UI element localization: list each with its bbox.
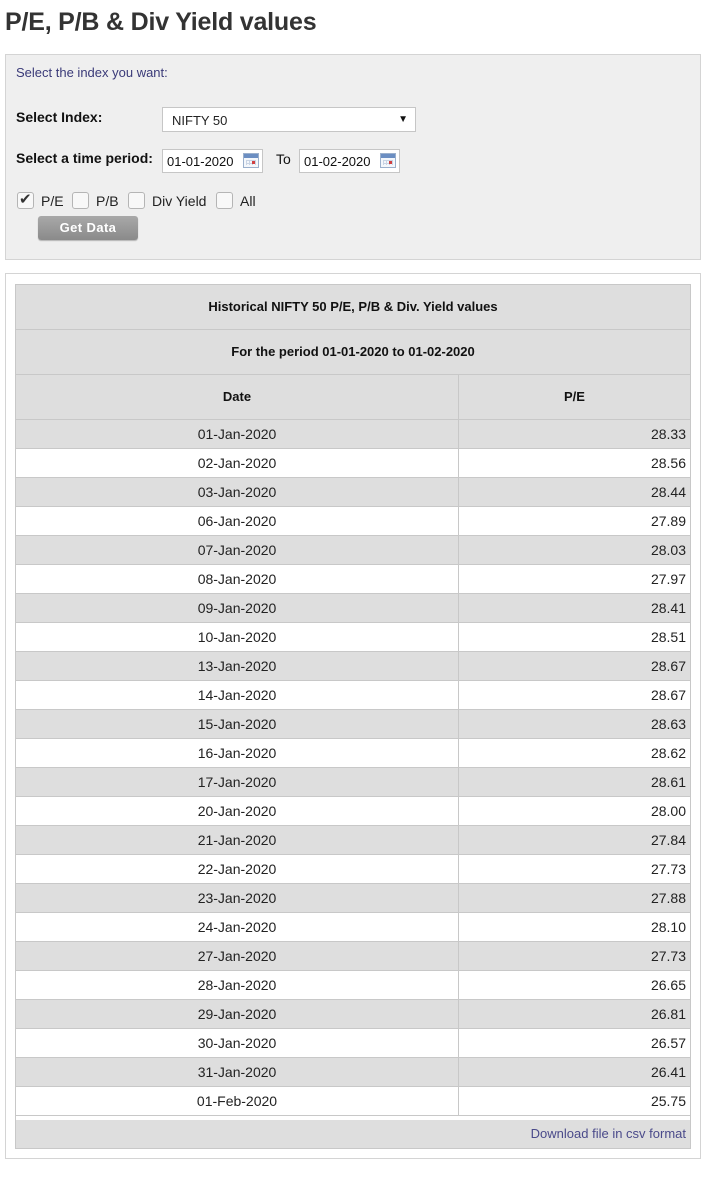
pe-cell: 25.75 — [650, 1093, 686, 1109]
all-checkbox-label[interactable]: All — [240, 193, 256, 209]
table-row — [16, 1087, 690, 1116]
div-yield-checkbox[interactable] — [128, 192, 145, 209]
date-cell: 16-Jan-2020 — [16, 739, 459, 767]
pe-cell: 27.84 — [650, 832, 686, 848]
pe-cell: 28.62 — [650, 745, 686, 761]
table-row — [16, 1058, 690, 1087]
pe-cell: 27.88 — [650, 890, 686, 906]
pe-cell: 27.89 — [650, 513, 686, 529]
date-cell: 08-Jan-2020 — [16, 565, 459, 593]
date-cell: 29-Jan-2020 — [16, 1000, 459, 1028]
index-select-value: NIFTY 50 — [172, 113, 228, 128]
date-cell: 24-Jan-2020 — [16, 913, 459, 941]
table-row — [16, 565, 690, 594]
pe-cell: 28.63 — [650, 716, 686, 732]
date-cell: 03-Jan-2020 — [16, 478, 459, 506]
column-header-date: Date — [16, 375, 459, 420]
pe-cell: 28.33 — [650, 426, 686, 442]
date-cell: 15-Jan-2020 — [16, 710, 459, 738]
to-date-input[interactable] — [299, 149, 400, 173]
table-row — [16, 1029, 690, 1058]
table-row — [16, 420, 690, 449]
pe-checkbox[interactable] — [17, 192, 34, 209]
pe-cell: 26.81 — [650, 1006, 686, 1022]
table-row — [16, 942, 690, 971]
from-date-input[interactable] — [162, 149, 263, 173]
table-period: For the period 01-01-2020 to 01-02-2020 — [16, 330, 690, 375]
filter-heading: Select the index you want: — [16, 65, 168, 80]
date-cell: 10-Jan-2020 — [16, 623, 459, 651]
date-cell: 13-Jan-2020 — [16, 652, 459, 680]
pe-cell: 26.65 — [650, 977, 686, 993]
table-row — [16, 681, 690, 710]
checkmark-icon: ✔ — [19, 191, 32, 208]
pb-checkbox[interactable] — [72, 192, 89, 209]
pe-cell: 27.73 — [650, 948, 686, 964]
pb-checkbox-label[interactable]: P/B — [96, 193, 119, 209]
date-cell: 20-Jan-2020 — [16, 797, 459, 825]
pe-cell: 28.00 — [650, 803, 686, 819]
date-cell: 17-Jan-2020 — [16, 768, 459, 796]
period-label: Select a time period: — [16, 150, 153, 166]
pe-table — [15, 284, 691, 1149]
results-panel — [5, 273, 701, 1159]
date-cell: 23-Jan-2020 — [16, 884, 459, 912]
filter-panel — [5, 54, 701, 260]
table-row — [16, 768, 690, 797]
date-cell: 01-Feb-2020 — [16, 1087, 459, 1115]
table-row — [16, 507, 690, 536]
table-row — [16, 652, 690, 681]
date-cell: 01-Jan-2020 — [16, 420, 459, 448]
pe-cell: 28.51 — [650, 629, 686, 645]
pe-cell: 28.67 — [650, 658, 686, 674]
date-cell: 30-Jan-2020 — [16, 1029, 459, 1057]
dropdown-arrow-icon: ▼ — [398, 114, 408, 125]
table-row — [16, 797, 690, 826]
download-csv-link[interactable]: Download file in csv format — [530, 1126, 686, 1141]
pe-cell: 27.73 — [650, 861, 686, 877]
table-title: Historical NIFTY 50 P/E, P/B & Div. Yield values — [16, 285, 690, 330]
table-footer — [16, 1120, 690, 1148]
pe-cell: 28.41 — [650, 600, 686, 616]
date-cell: 22-Jan-2020 — [16, 855, 459, 883]
page-title: P/E, P/B & Div Yield values — [5, 8, 317, 36]
pe-cell: 28.44 — [650, 484, 686, 500]
get-data-button[interactable]: Get Data — [38, 216, 138, 240]
date-cell: 14-Jan-2020 — [16, 681, 459, 709]
table-row — [16, 449, 690, 478]
from-date-value: 01-01-2020 — [167, 154, 234, 169]
pe-checkbox-label[interactable]: P/E — [41, 193, 64, 209]
index-label: Select Index: — [16, 109, 103, 125]
pe-cell: 28.67 — [650, 687, 686, 703]
pe-cell: 26.41 — [650, 1064, 686, 1080]
pe-cell: 28.61 — [650, 774, 686, 790]
table-row — [16, 913, 690, 942]
div-yield-checkbox-label[interactable]: Div Yield — [152, 193, 207, 209]
table-row — [16, 623, 690, 652]
index-select[interactable] — [162, 107, 416, 132]
column-header-pe: P/E — [459, 375, 690, 420]
table-row — [16, 971, 690, 1000]
table-row — [16, 710, 690, 739]
calendar-icon[interactable] — [380, 153, 396, 168]
to-date-value: 01-02-2020 — [304, 154, 371, 169]
date-cell: 02-Jan-2020 — [16, 449, 459, 477]
date-cell: 28-Jan-2020 — [16, 971, 459, 999]
date-cell: 07-Jan-2020 — [16, 536, 459, 564]
pe-cell: 27.97 — [650, 571, 686, 587]
table-row — [16, 884, 690, 913]
pe-cell: 28.03 — [650, 542, 686, 558]
pe-cell: 28.56 — [650, 455, 686, 471]
calendar-icon[interactable] — [243, 153, 259, 168]
table-row — [16, 594, 690, 623]
date-cell: 06-Jan-2020 — [16, 507, 459, 535]
date-cell: 27-Jan-2020 — [16, 942, 459, 970]
table-row — [16, 536, 690, 565]
to-label: To — [276, 151, 291, 167]
table-row — [16, 826, 690, 855]
all-checkbox[interactable] — [216, 192, 233, 209]
date-cell: 31-Jan-2020 — [16, 1058, 459, 1086]
date-cell: 21-Jan-2020 — [16, 826, 459, 854]
pe-cell: 28.10 — [650, 919, 686, 935]
table-row — [16, 855, 690, 884]
date-cell: 09-Jan-2020 — [16, 594, 459, 622]
pe-cell: 26.57 — [650, 1035, 686, 1051]
table-row — [16, 1000, 690, 1029]
table-row — [16, 739, 690, 768]
table-row — [16, 478, 690, 507]
